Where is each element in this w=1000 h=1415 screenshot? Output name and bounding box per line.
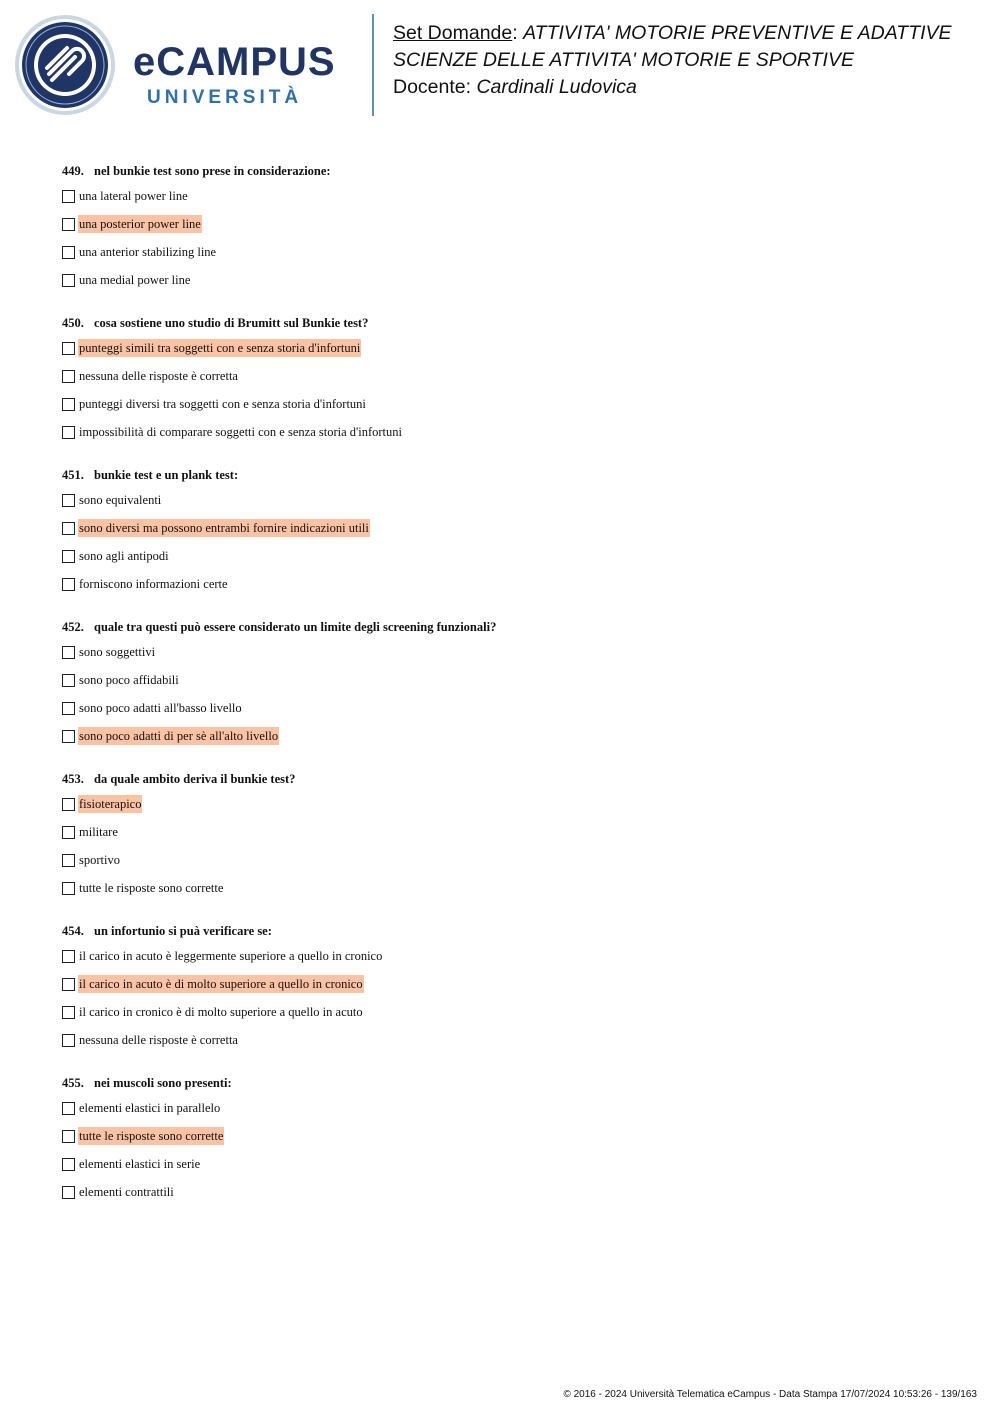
- answer-checkbox[interactable]: [62, 190, 75, 203]
- answer-option[interactable]: [62, 514, 962, 542]
- course-title: ATTIVITA' MOTORIE PREVENTIVE E ADATTIVE: [523, 22, 952, 44]
- answer-checkbox[interactable]: [62, 370, 75, 383]
- answer-option[interactable]: [62, 238, 962, 266]
- answer-checkbox[interactable]: [62, 1186, 75, 1199]
- answer-text: elementi contrattili: [79, 1185, 174, 1199]
- question-text: bunkie test e un plank test:: [94, 468, 239, 482]
- question-number: 451.: [62, 468, 84, 482]
- answer-option[interactable]: [62, 486, 962, 514]
- answer-checkbox[interactable]: [62, 1102, 75, 1115]
- answer-checkbox[interactable]: [62, 702, 75, 715]
- answer-option[interactable]: [62, 1122, 962, 1150]
- answer-checkbox[interactable]: [62, 674, 75, 687]
- answer-option[interactable]: [62, 1094, 962, 1122]
- question-block: [62, 160, 962, 294]
- answer-text-highlighted: sono diversi ma possono entrambi fornire indicazioni utili: [79, 521, 369, 535]
- answer-checkbox[interactable]: [62, 978, 75, 991]
- question-number: 453.: [62, 772, 84, 786]
- answer-option[interactable]: [62, 790, 962, 818]
- answer-text: punteggi diversi tra soggetti con e senza storia d'infortuni: [79, 397, 366, 411]
- answer-text: il carico in acuto è leggermente superiore a quello in cronico: [79, 949, 383, 963]
- answer-checkbox[interactable]: [62, 950, 75, 963]
- answer-checkbox[interactable]: [62, 854, 75, 867]
- answer-option[interactable]: [62, 542, 962, 570]
- answer-option[interactable]: [62, 874, 962, 902]
- answer-option[interactable]: [62, 210, 962, 238]
- answer-text: il carico in cronico è di molto superiore a quello in acuto: [79, 1005, 363, 1019]
- teacher-label: Docente:: [393, 76, 477, 98]
- answer-text: impossibilità di comparare soggetti con e senza storia d'infortuni: [79, 425, 403, 439]
- teacher-line: [393, 74, 952, 101]
- question-number: 455.: [62, 1076, 84, 1090]
- question-title: [62, 920, 962, 942]
- answer-text-highlighted: il carico in acuto è di molto superiore a quello in cronico: [79, 977, 363, 991]
- answer-text-highlighted: punteggi simili tra soggetti con e senza storia d'infortuni: [79, 341, 361, 355]
- question-list: [62, 160, 962, 1224]
- answer-checkbox[interactable]: [62, 730, 75, 743]
- question-block: [62, 464, 962, 598]
- question-text: da quale ambito deriva il bunkie test?: [94, 772, 296, 786]
- answer-option[interactable]: [62, 1178, 962, 1206]
- question-number: 452.: [62, 620, 84, 634]
- answer-text: una medial power line: [79, 273, 191, 287]
- answer-option[interactable]: [62, 638, 962, 666]
- answer-option[interactable]: [62, 818, 962, 846]
- page-header: [0, 0, 1000, 130]
- answer-checkbox[interactable]: [62, 578, 75, 591]
- teacher-name: Cardinali Ludovica: [476, 76, 637, 98]
- question-text: un infortunio si puà verificare se:: [94, 924, 272, 938]
- answer-text: elementi elastici in serie: [79, 1157, 201, 1171]
- answer-text: sono equivalenti: [79, 493, 162, 507]
- page-footer: © 2016 - 2024 Università Telematica eCampus - Data Stampa 17/07/2024 10:53:26 - 139/163: [563, 1389, 977, 1400]
- answer-option[interactable]: [62, 998, 962, 1026]
- question-title: [62, 1072, 962, 1094]
- set-label: Set Domande: [393, 22, 513, 44]
- question-number: 454.: [62, 924, 84, 938]
- answer-text: elementi elastici in parallelo: [79, 1101, 221, 1115]
- question-text: nel bunkie test sono prese in considerazione:: [94, 164, 331, 178]
- answer-checkbox[interactable]: [62, 798, 75, 811]
- question-text: nei muscoli sono presenti:: [94, 1076, 232, 1090]
- set-separator: :: [512, 22, 524, 44]
- brand-subtitle: UNIVERSITÀ: [147, 87, 303, 108]
- answer-option[interactable]: [62, 362, 962, 390]
- course-line: [393, 20, 952, 47]
- answer-checkbox[interactable]: [62, 1006, 75, 1019]
- header-course-info: [393, 20, 952, 101]
- answer-checkbox[interactable]: [62, 826, 75, 839]
- answer-option[interactable]: [62, 846, 962, 874]
- answer-text: sono soggettivi: [79, 645, 156, 659]
- answer-option[interactable]: [62, 390, 962, 418]
- answer-text: sono agli antipodi: [79, 549, 169, 563]
- question-title: [62, 616, 962, 638]
- answer-text-highlighted: tutte le risposte sono corrette: [79, 1129, 224, 1143]
- answer-option[interactable]: [62, 570, 962, 598]
- answer-checkbox[interactable]: [62, 274, 75, 287]
- question-block: [62, 920, 962, 1054]
- answer-checkbox[interactable]: [62, 1158, 75, 1171]
- question-number: 449.: [62, 164, 84, 178]
- answer-checkbox[interactable]: [62, 246, 75, 259]
- answer-option[interactable]: [62, 694, 962, 722]
- answer-checkbox[interactable]: [62, 494, 75, 507]
- answer-text: una anterior stabilizing line: [79, 245, 217, 259]
- answer-checkbox[interactable]: [62, 426, 75, 439]
- answer-option[interactable]: [62, 942, 962, 970]
- answer-text-highlighted: sono poco adatti di per sè all'alto livello: [79, 729, 279, 743]
- question-title: [62, 464, 962, 486]
- answer-checkbox[interactable]: [62, 1034, 75, 1047]
- answer-text: nessuna delle risposte è corretta: [79, 1033, 238, 1047]
- ecampus-wordmark: [133, 38, 358, 114]
- answer-option[interactable]: [62, 970, 962, 998]
- question-text: cosa sostiene uno studio di Brumitt sul Bunkie test?: [94, 316, 369, 330]
- ecampus-seal-logo: [14, 14, 116, 116]
- answer-checkbox[interactable]: [62, 1130, 75, 1143]
- answer-text-highlighted: fisioterapico: [79, 797, 142, 811]
- answer-option[interactable]: [62, 182, 962, 210]
- question-block: [62, 616, 962, 750]
- answer-option[interactable]: [62, 334, 962, 362]
- question-title: [62, 312, 962, 334]
- question-text: quale tra questi può essere considerato un limite degli screening funzionali?: [94, 620, 497, 634]
- answer-checkbox[interactable]: [62, 398, 75, 411]
- answer-text: sportivo: [79, 853, 120, 867]
- answer-option[interactable]: [62, 266, 962, 294]
- answer-option[interactable]: [62, 722, 962, 750]
- answer-text: militare: [79, 825, 118, 839]
- answer-text-highlighted: una posterior power line: [79, 217, 201, 231]
- answer-checkbox[interactable]: [62, 550, 75, 563]
- question-block: [62, 312, 962, 446]
- question-block: [62, 1072, 962, 1206]
- answer-text: tutte le risposte sono corrette: [79, 881, 224, 895]
- header-divider: [372, 14, 374, 116]
- question-block: [62, 768, 962, 902]
- answer-text: sono poco adatti all'basso livello: [79, 701, 242, 715]
- answer-text: forniscono informazioni certe: [79, 577, 228, 591]
- answer-text: sono poco affidabili: [79, 673, 179, 687]
- answer-option[interactable]: [62, 1026, 962, 1054]
- answer-checkbox[interactable]: [62, 342, 75, 355]
- answer-checkbox[interactable]: [62, 218, 75, 231]
- answer-checkbox[interactable]: [62, 522, 75, 535]
- brand-name: eCAMPUS: [133, 40, 336, 84]
- answer-option[interactable]: [62, 1150, 962, 1178]
- answer-checkbox[interactable]: [62, 646, 75, 659]
- answer-text: una lateral power line: [79, 189, 188, 203]
- degree-title: SCIENZE DELLE ATTIVITA' MOTORIE E SPORTIVE: [393, 49, 854, 71]
- answer-text: nessuna delle risposte è corretta: [79, 369, 238, 383]
- answer-option[interactable]: [62, 418, 962, 446]
- question-number: 450.: [62, 316, 84, 330]
- question-title: [62, 160, 962, 182]
- answer-option[interactable]: [62, 666, 962, 694]
- answer-checkbox[interactable]: [62, 882, 75, 895]
- question-title: [62, 768, 962, 790]
